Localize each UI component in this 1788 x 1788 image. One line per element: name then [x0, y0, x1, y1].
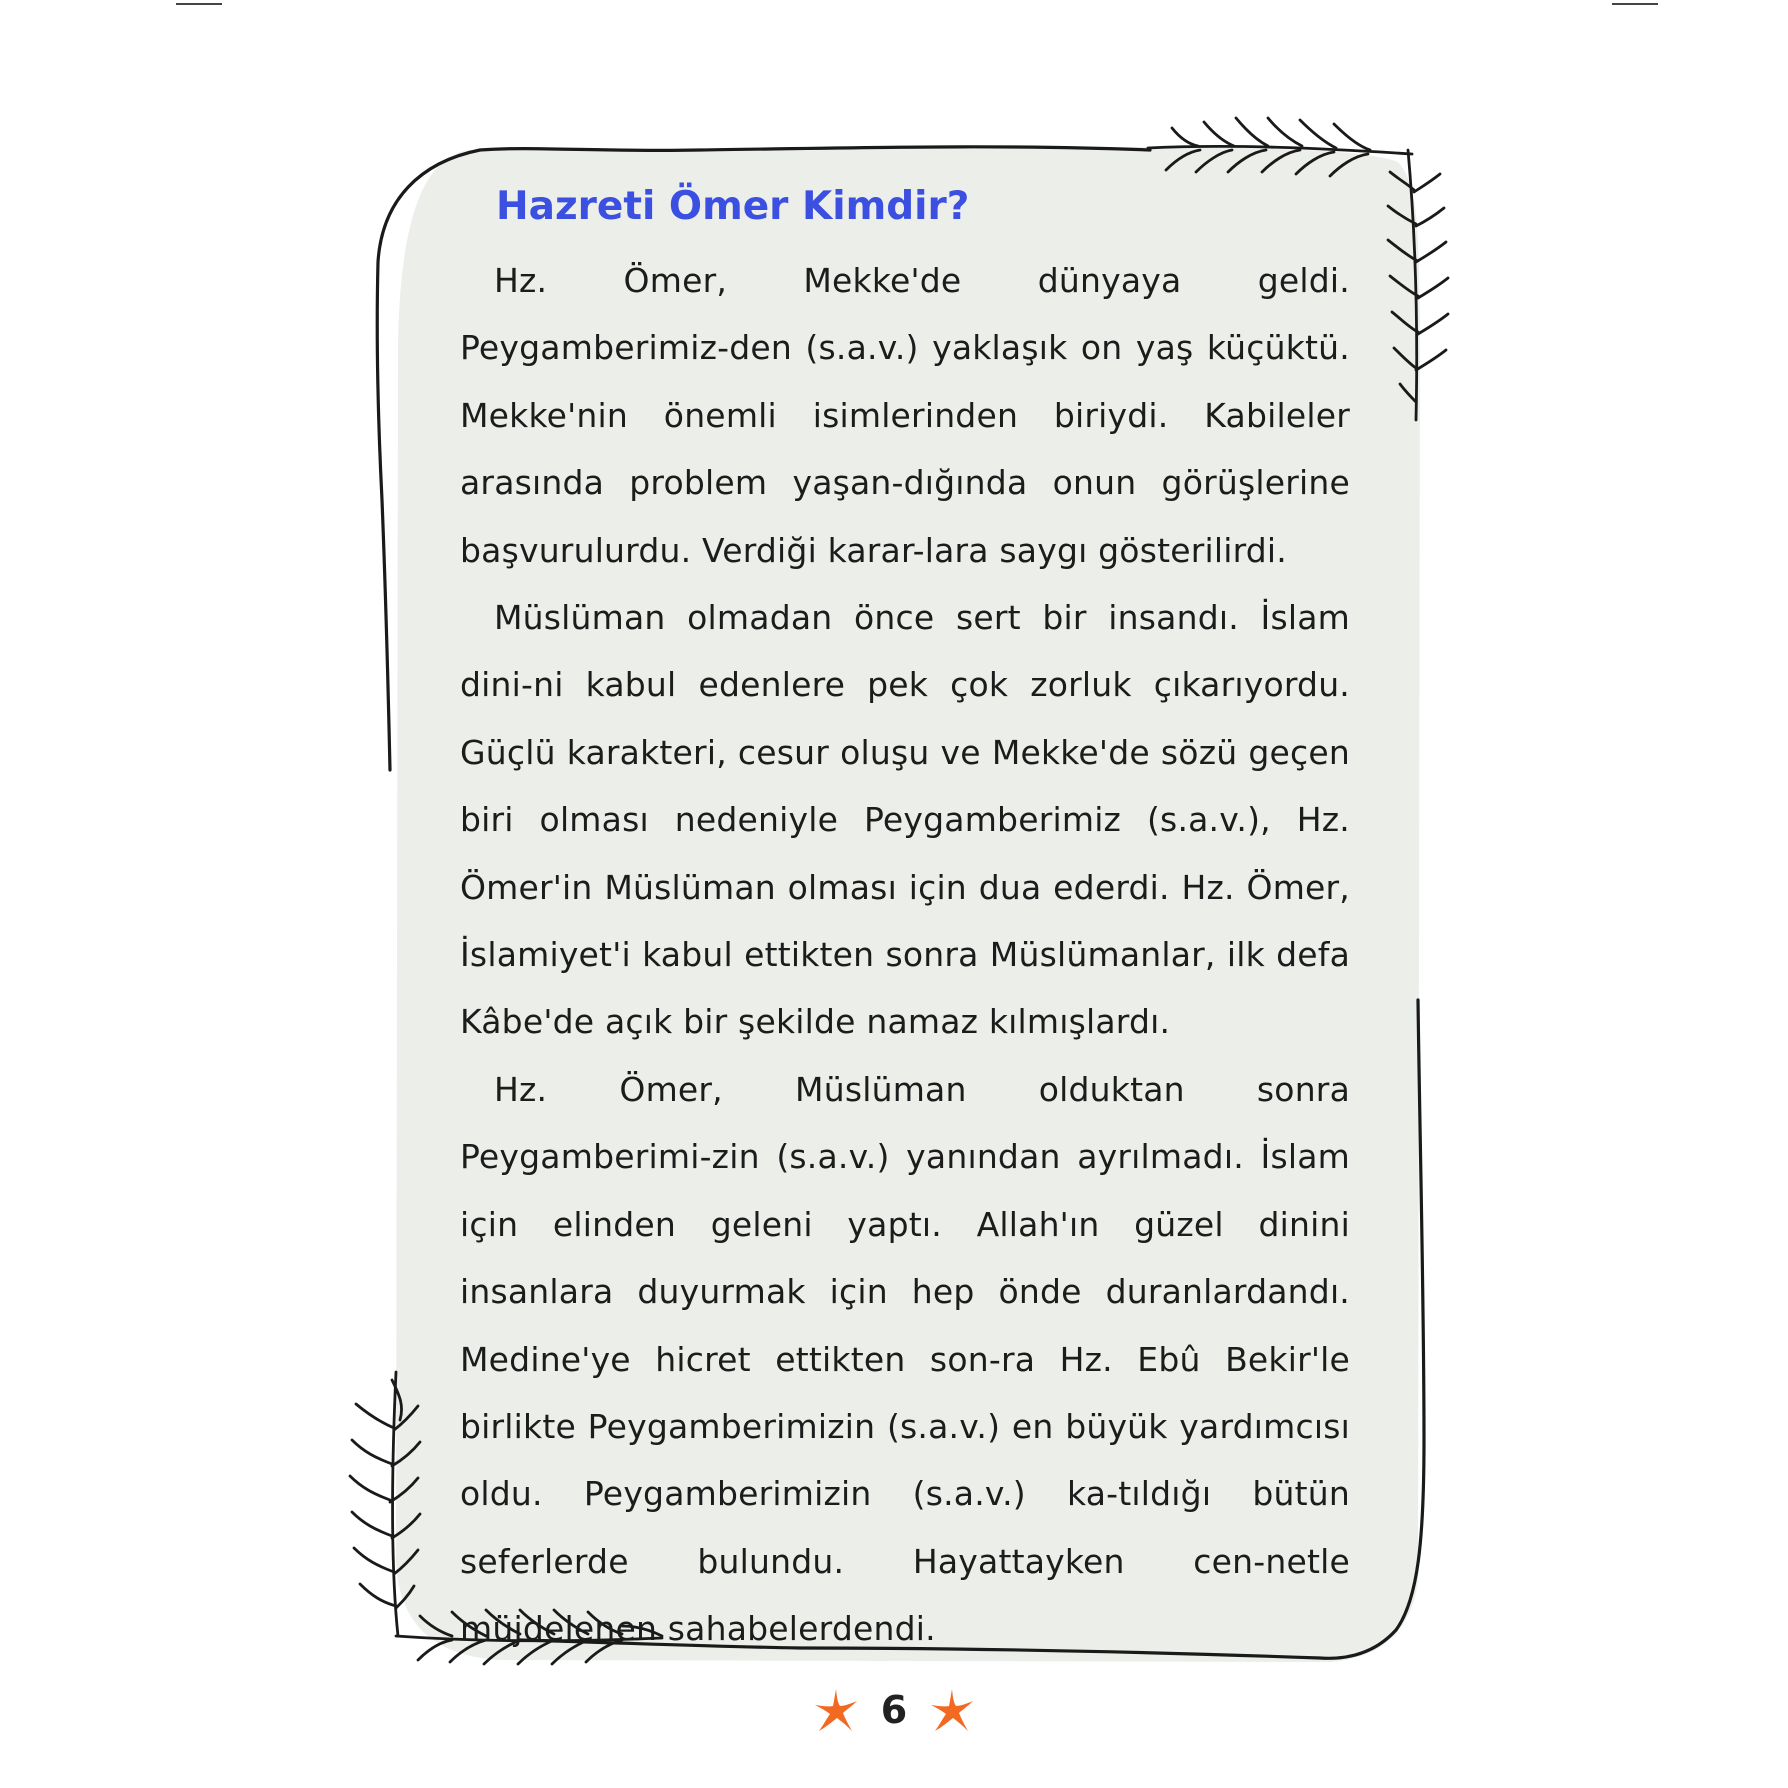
page-number-footer	[794, 1680, 994, 1740]
text-content	[460, 180, 1350, 1663]
star-icon	[929, 1687, 975, 1733]
paragraph-2: Müslüman olmadan önce sert bir insandı. İslam dini-ni kabul edenlere pek çok zorluk çıkarıyordu. Güçlü karakteri, cesur oluşu ve Mekke'de sözü geçen biri olması nedeniyle Peygamberimiz (s.a.v.), Hz. Ömer'in Müslüman olması için dua ederdi. Hz. Ömer, İslamiyet'i kabul ettikten sonra Müslümanlar, ilk defa Kâbe'de açık bir şekilde namaz kılmışlardı.	[460, 598, 1350, 1042]
page-number: 6	[880, 1688, 908, 1732]
paragraph-3: Hz. Ömer, Müslüman olduktan sonra Peygamberimi-zin (s.a.v.) yanından ayrılmadı. İslam için elinden geleni yaptı. Allah'ın güzel dinini insanlara duyurmak için hep önde duranlardandı. Medine'ye hicret ettikten son-ra Hz. Ebû Bekir'le birlikte Peygamberimizin (s.a.v.) en büyük yardımcısı oldu. Peygamberimizin (s.a.v.) ka-tıldığı bütün seferlerde bulundu. Hayattayken cen-netle müjdelenen sahabelerdendi.	[460, 1069, 1350, 1649]
star-icon	[813, 1687, 859, 1733]
page-title: Hazreti Ömer Kimdir?	[496, 184, 970, 229]
paragraph-1: Hz. Ömer, Mekke'de dünyaya geldi. Peygamberimiz-den (s.a.v.) yaklaşık on yaş küçüktü. Mekke'nin önemli isimlerinden biriydi. Kabileler arasında problem yaşan-dığında onun görüşlerine başvurulurdu. Verdiği karar-lara saygı gösterilirdi.	[460, 261, 1350, 570]
